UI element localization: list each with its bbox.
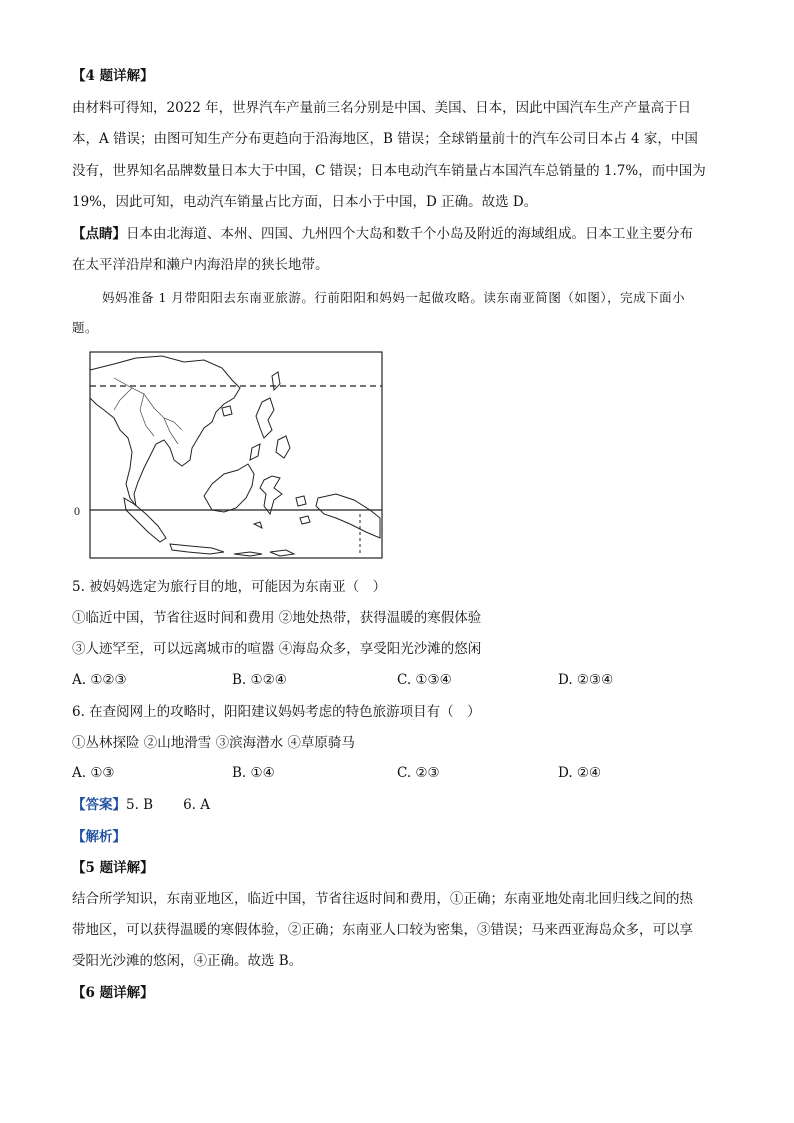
q6-option-a: A. ①③: [72, 765, 115, 781]
dianjing-text-line: 在太平洋沿岸和濑户内海沿岸的狭长地带。: [72, 257, 329, 273]
intro-text-line: 妈妈准备 1 月带阳阳去东南亚旅游。行前阳阳和妈妈一起做攻略。读东南亚简图（如图），完成下面小: [102, 290, 686, 305]
borneo-island: [204, 464, 254, 512]
section5-text-line: 结合所学知识，东南亚地区，临近中国，节省往返时间和费用，①正确；东南亚地处南北回归线之间的热: [72, 891, 693, 907]
answer-line: [72, 795, 210, 815]
answer-5: 5. B: [126, 797, 154, 813]
analysis-label: 【解析】: [72, 829, 126, 845]
q6-items-line: ①丛林探险 ②山地滑雪 ③滨海潜水 ④草原骑马: [72, 735, 355, 751]
dianjing-text: 日本由北海道、本州、四国、九州四个大岛和数千个小岛及附近的海域组成。日本工业主要分布: [126, 226, 693, 242]
map-frame: [90, 352, 382, 558]
q5-option-c: C. ①③④: [397, 672, 452, 688]
q5-items-line: ①临近中国，节省往返时间和费用 ②地处热带，获得温暖的寒假体验: [72, 610, 482, 626]
section4-heading: 【4 题详解】: [72, 68, 154, 84]
intro-text-line: 题。: [72, 320, 99, 335]
hainan-island: [222, 406, 232, 416]
dianjing-label: 【点睛】: [72, 226, 126, 242]
section5-text-line: 带地区，可以获得温暖的寒假体验，②正确；东南亚人口较为密集，③错误；马来西亚海岛众多，可以享: [72, 922, 693, 938]
section4-text-line: 没有，世界知名品牌数量日本大于中国，C 错误；日本电动汽车销量占本国汽车总销量的 1.7%，而中国为: [72, 163, 706, 179]
q6-option-c: C. ②③: [397, 765, 440, 781]
taiwan-island: [272, 372, 280, 390]
q5-option-b: B. ①②④: [232, 672, 287, 688]
mainland-outline: [90, 356, 240, 506]
philippines-islands: [250, 398, 290, 460]
section4-text-line: 19%，因此可知，电动汽车销量占比方面，日本小于中国，D 正确。故选 D。: [72, 194, 538, 210]
equator-label: 0: [74, 504, 80, 518]
q6-option-d: D. ②④: [558, 765, 602, 781]
dianjing-line: [72, 224, 693, 244]
new-guinea-island: [316, 494, 380, 538]
southeast-asia-map: [74, 348, 386, 564]
q5-option-d: D. ②③④: [558, 672, 614, 688]
q6-option-b: B. ①④: [232, 765, 275, 781]
sumatra-island: [124, 498, 166, 542]
q6-stem: 6. 在查阅网上的攻略时，阳阳建议妈妈考虑的特色旅游项目有（ ）: [72, 704, 481, 720]
q5-stem: 5. 被妈妈选定为旅行目的地，可能因为东南亚（ ）: [72, 579, 387, 595]
q5-option-a: A. ①②③: [72, 672, 127, 688]
sulawesi-island: [260, 476, 282, 514]
section4-text-line: 本，A 错误；由图可知生产分布更趋向于沿海地区，B 错误；全球销量前十的汽车公司日本占 4 家，中国: [72, 131, 698, 147]
section5-heading: 【5 题详解】: [72, 860, 154, 876]
section6-heading: 【6 题详解】: [72, 985, 154, 1001]
small-islands: [234, 496, 310, 556]
section4-text-line: 由材料可得知，2022 年，世界汽车产量前三名分别是中国、美国、日本，因此中国汽车生产产量高于日: [72, 100, 692, 116]
answer-6: 6. A: [183, 797, 211, 813]
answer-label: 【答案】: [72, 797, 126, 813]
java-island: [170, 544, 224, 554]
section5-text-line: 受阳光沙滩的悠闲，④正确。故选 B。: [72, 953, 303, 969]
q5-items-line: ③人迹罕至，可以远离城市的喧嚣 ④海岛众多，享受阳光沙滩的悠闲: [72, 641, 482, 657]
